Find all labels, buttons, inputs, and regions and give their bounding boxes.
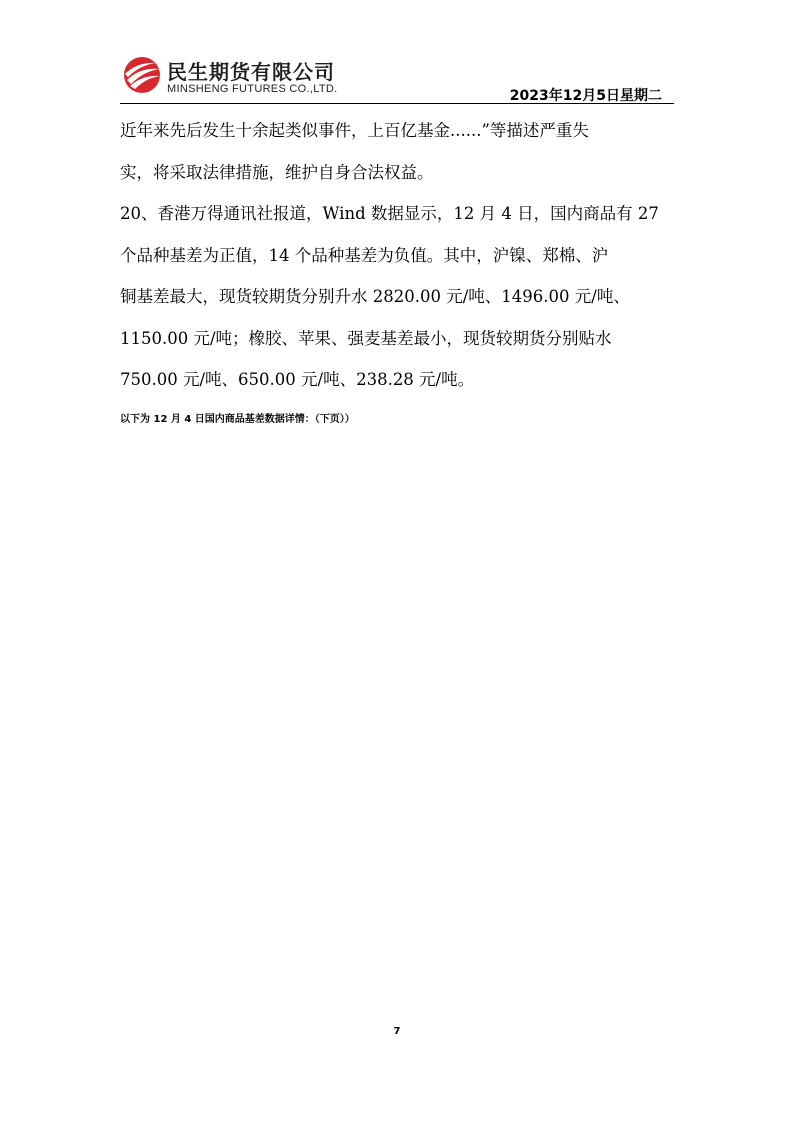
- next-page-note: 以下为 12 月 4 日国内商品基差数据详情：（下页））: [120, 414, 355, 425]
- body-line: 实，将采取法律措施，维护自身合法权益。: [120, 162, 434, 182]
- brand-name-chinese: 民生期货有限公司: [167, 60, 335, 84]
- body-line: 1150.00 元/吨；橡胶、苹果、强麦基差最小，现货较期货分别贴水: [120, 328, 612, 348]
- body-line: 近年来先后发生十余起类似事件，上百亿基金......”等描述严重失: [120, 121, 589, 140]
- page-number: 7: [393, 1026, 401, 1037]
- body-line: 750.00 元/吨、650.00 元/吨、238.28 元/吨。: [120, 370, 475, 389]
- header-date: 2023年12月5日星期二: [509, 88, 662, 104]
- header-divider: [120, 103, 674, 104]
- page-header: [0, 0, 794, 110]
- minsheng-logo-icon: [122, 55, 164, 95]
- body-text: [120, 110, 680, 401]
- body-line: 个品种基差为正值，14 个品种基差为负值。其中，沪镍、郑棉、沪: [120, 245, 609, 265]
- brand-name-english: MINSHENG FUTURES CO.,LTD.: [167, 83, 338, 95]
- body-line: 20、香港万得通讯社报道，Wind 数据显示，12 月 4 日，国内商品有 27: [120, 204, 659, 223]
- body-line: 铜基差最大，现货较期货分别升水 2820.00 元/吨、1496.00 元/吨、: [120, 287, 630, 306]
